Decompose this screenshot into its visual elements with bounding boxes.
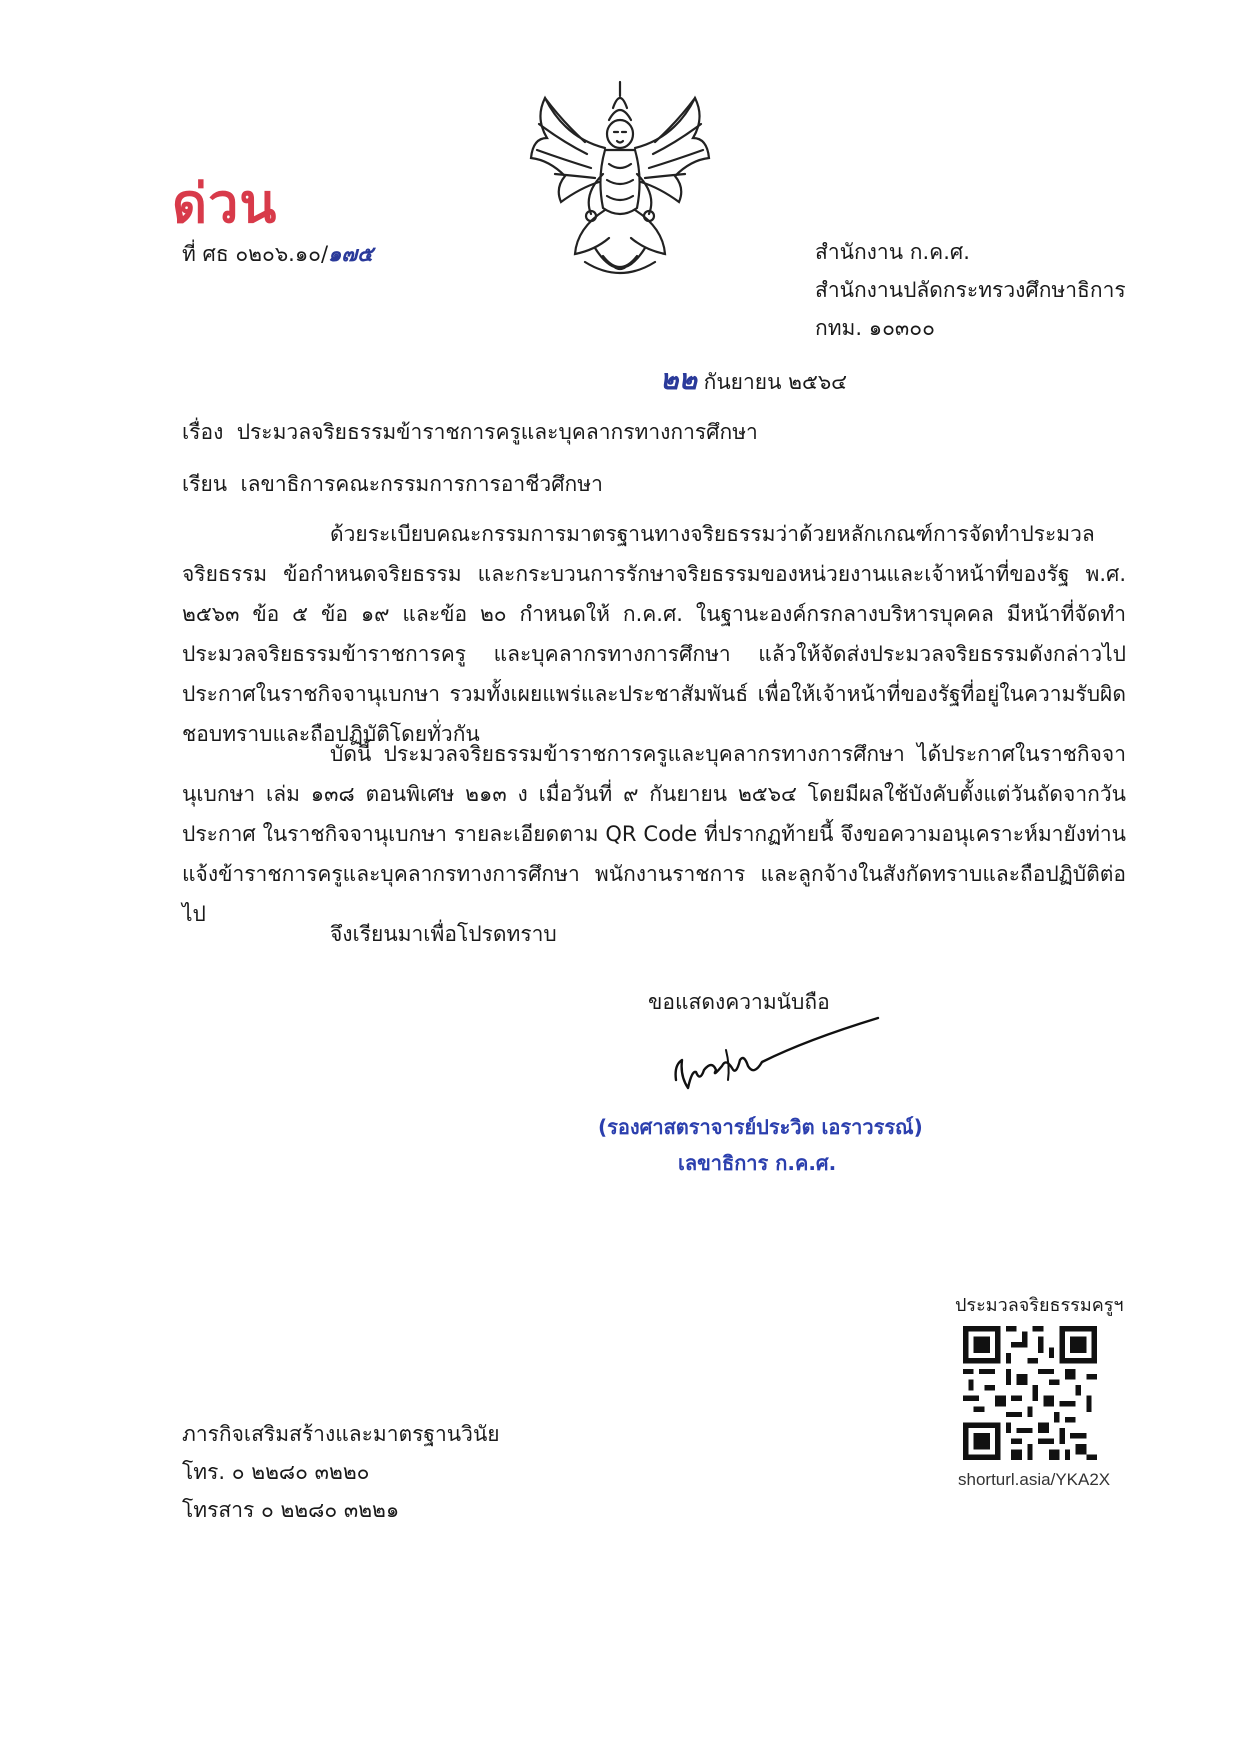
handwritten-signature (666, 1010, 886, 1100)
address-line-1: สำนักงาน ก.ค.ศ. (815, 240, 970, 264)
footer-fax: โทรสาร ๐ ๒๒๘๐ ๓๒๒๑ (182, 1498, 400, 1522)
recipient-text: เลขาธิการคณะกรรมการการอาชีวศึกษา (240, 472, 603, 496)
recipient-line (182, 470, 603, 498)
document-number-prefix: ที่ ศธ ๐๒๐๖.๑๐/ (182, 242, 329, 266)
document-number (182, 240, 373, 268)
body-paragraph-2 (182, 734, 1126, 934)
body-paragraph-1 (182, 514, 1126, 754)
qr-code[interactable] (963, 1326, 1097, 1460)
signer-title: เลขาธิการ ก.ค.ศ. (678, 1151, 837, 1175)
signer-name: (รองศาสตราจารย์ประวิต เอราวรรณ์) (598, 1115, 923, 1139)
document-number-handwritten: ๑๗๕ (328, 242, 374, 266)
body-paragraph-2-text: บัดนี้ ประมวลจริยธรรมข้าราชการครูและบุคลากรทางการศึกษา ได้ประกาศในราชกิจจานุเบกษา เล่ม ๑๓๘ ตอนพิเศษ ๒๑๓ ง เมื่อวันที่ ๙ กันยายน ๒๕๖๔ โดยมีผลใช้บังคับตั้งแต่วันถัดจากวันประกาศ ในราชกิจจานุเบกษา รายละเอียดตาม QR Code ที่ปรากฏท้ายนี้ จึงขอความอนุเคราะห์มายังท่าน แจ้งข้าราชการครูและบุคลากรทางการศึกษา พนักงานราชการ และลูกจ้างในสังกัดทราบและถือปฏิบัติต่อไป (182, 742, 1126, 926)
subject-line (182, 418, 758, 446)
address-line-3: กทม. ๑๐๓๐๐ (815, 316, 935, 340)
closing-salutation: ขอแสดงความนับถือ (648, 990, 830, 1014)
garuda-emblem-icon (525, 78, 715, 288)
date-day-handwritten: ๒๒ (660, 363, 697, 396)
subject-label: เรื่อง (182, 420, 224, 444)
qr-caption: ประมวลจริยธรรมครูฯ (955, 1295, 1124, 1316)
date-month-year: กันยายน ๒๕๖๔ (703, 370, 848, 394)
qr-url[interactable]: shorturl.asia/YKA2X (958, 1470, 1111, 1489)
body-paragraph-1-text: ด้วยระเบียบคณะกรรมการมาตรฐานทางจริยธรรมว่าด้วยหลักเกณฑ์การจัดทำประมวลจริยธรรม ข้อกำหนดจริยธรรม และกระบวนการรักษาจริยธรรมของหน่วยงานและเจ้าหน้าที่ของรัฐ พ.ศ. ๒๕๖๓ ข้อ ๕ ข้อ ๑๙ และข้อ ๒๐ กำหนดให้ ก.ค.ศ. ในฐานะองค์กรกลางบริหารบุคคล มีหน้าที่จัดทำประมวลจริยธรรมข้าราชการครู และบุคลากรทางการศึกษา แล้วให้จัดส่งประมวลจริยธรรมดังกล่าวไปประกาศในราชกิจจานุเบกษา รวมทั้งเผยแพร่และประชาสัมพันธ์ เพื่อให้เจ้าหน้าที่ของรัฐที่อยู่ในความรับผิดชอบทราบและถือปฏิบัติโดยทั่วกัน (182, 522, 1126, 746)
recipient-label: เรียน (182, 472, 228, 496)
closing-request: จึงเรียนมาเพื่อโปรดทราบ (330, 922, 557, 946)
subject-text: ประมวลจริยธรรมข้าราชการครูและบุคลากรทางการศึกษา (236, 420, 758, 444)
letter-date (660, 363, 848, 396)
footer-phone: โทร. ๐ ๒๒๘๐ ๓๒๒๐ (182, 1460, 370, 1484)
address-line-2: สำนักงานปลัดกระทรวงศึกษาธิการ (815, 278, 1126, 302)
urgent-stamp: ด่วน (172, 172, 278, 235)
footer-department: ภารกิจเสริมสร้างและมาตรฐานวินัย (182, 1422, 500, 1446)
